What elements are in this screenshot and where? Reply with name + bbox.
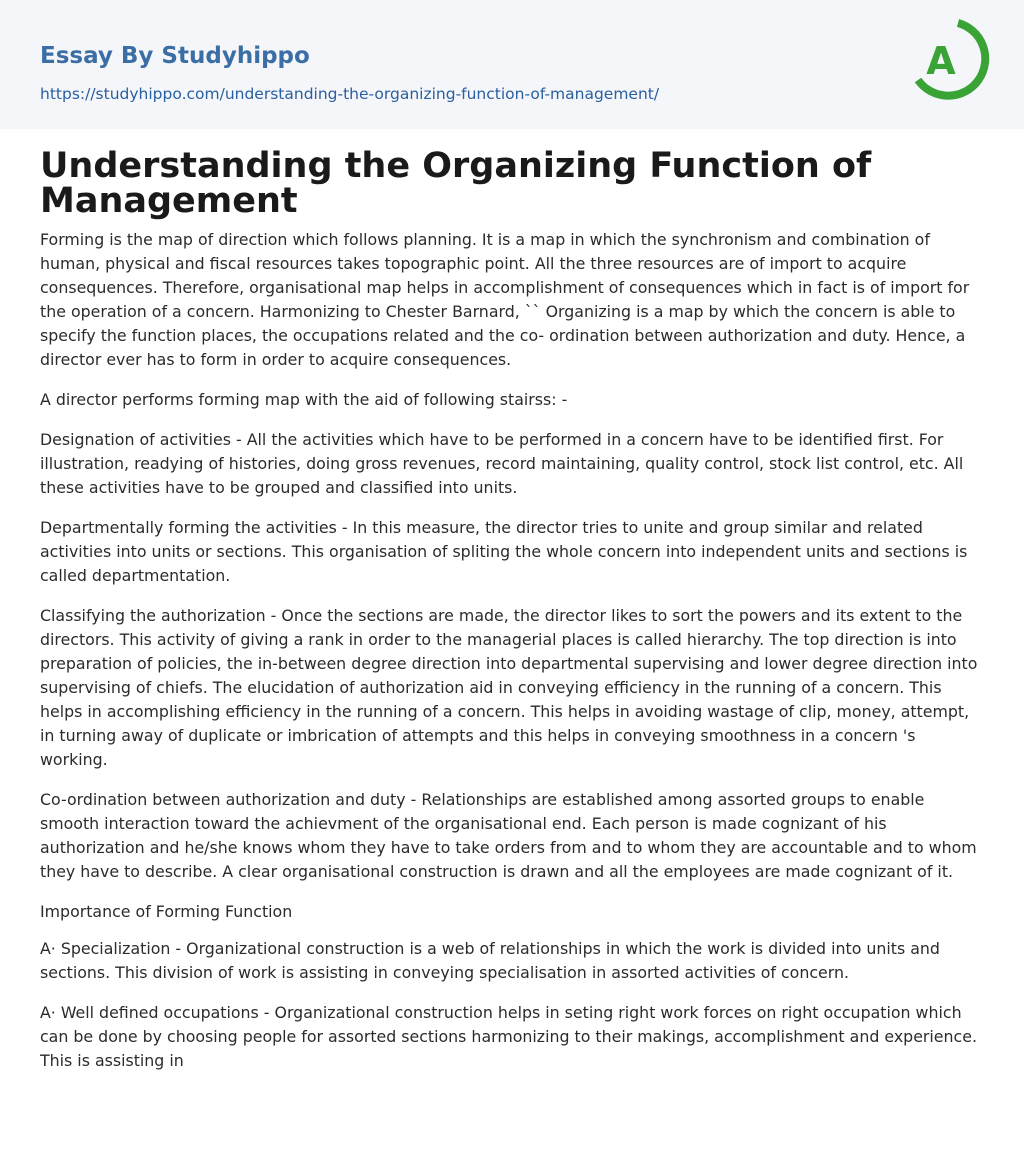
essay-paragraph: Departmentally forming the activities - In this measure, the director tries to unite and group similar and related activities into units or sections. This organisation of spliting the whole concern into independent units and sections is called departmentation. [40, 518, 968, 585]
essay-paragraph: A· Well defined occupations - Organizational construction helps in seting right work forces on right occupation which can be done by choosing people for assorted sections harmonizing to their makings, accomplishment and experience. This is assisting in [40, 1003, 977, 1070]
essay-paragraph: A· Specialization - Organizational construction is a web of relationships in which the work is divided into units and sections. This division of work is assisting in conveying specialisation in assorted activities of concern. [40, 939, 940, 982]
essay-paragraph: Classifying the authorization - Once the sections are made, the director likes to sort the powers and its extent to the directors. This activity of giving a rank in order to the managerial places is called hierarchy. The top direction is into preparation of policies, the in-between degree direction into departmental supervising and lower degree direction into supervising of chiefs. The elucidation of authorization aid in conveying efficiency in the running of a concern. This helps in accomplishing efficiency in the running of a concern. This helps in avoiding wastage of clip, money, attempt, in turning away of duplicate or imbrication of attempts and this helps in conveying smoothness in a concern 's working. [40, 606, 978, 769]
essay-title: Understanding the Organizing Function of Management [40, 146, 872, 221]
essay-subheading: Importance of Forming Function [40, 902, 293, 921]
essay-paragraph: A director performs forming map with the aid of following stairss: - [40, 390, 568, 409]
essay-content [0, 146, 1024, 1073]
essay-url-link[interactable]: https://studyhippo.com/understanding-the-organizing-function-of-management/ [40, 85, 660, 103]
essay-paragraph: Designation of activities - All the activities which have to be performed in a concern have to be identified first. For illustration, readying of histories, doing gross revenues, record maintaining, quality control, stock list control, etc. All these activities have to be grouped and classified into units. [40, 430, 964, 497]
site-header [0, 0, 1024, 129]
svg-text:A: A [926, 39, 956, 83]
essay-paragraph: Co-ordination between authorization and duty - Relationships are established among assorted groups to enable smooth interaction toward the achievment of the organisational end. Each person is made cognizant of his authorization and he/she knows whom they have to take orders from and to whom they are accountable and to whom they have to describe. A clear organisational construction is drawn and all the employees are made cognizant of it. [40, 790, 977, 881]
site-title[interactable]: Essay By Studyhippo [40, 43, 310, 69]
studyhippo-logo-icon[interactable] [910, 18, 990, 106]
essay-paragraph: Forming is the map of direction which follows planning. It is a map in which the synchronism and combination of human, physical and fiscal resources takes topographic point. All the three resources are of import to acquire consequences. Therefore, organisational map helps in accomplishment of consequences which in fact is of import for the operation of a concern. Harmonizing to Chester Barnard, `` Organizing is a map by which the concern is able to specify the function places, the occupations related and the co- ordination between authorization and duty. Hence, a director ever has to form in order to acquire consequences. [40, 230, 970, 369]
